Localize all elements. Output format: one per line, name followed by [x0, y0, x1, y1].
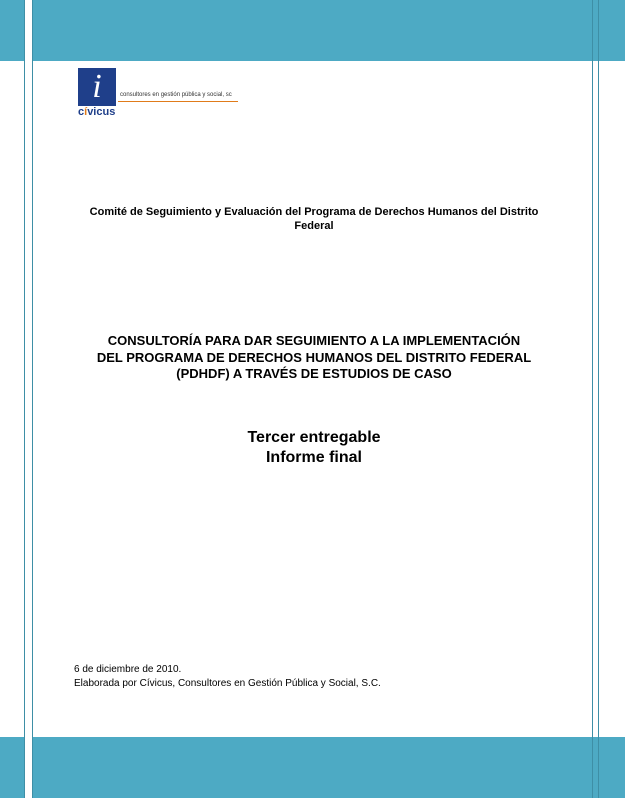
bottom-footer-band	[32, 737, 625, 798]
footer-author: Elaborada por Cívicus, Consultores en Gestión Pública y Social, S.C.	[74, 678, 381, 689]
logo-mark-icon: i	[78, 68, 116, 106]
logo-word-accent: í	[84, 106, 88, 118]
logo-wordmark	[78, 106, 115, 118]
committee-line-2: Federal	[294, 220, 334, 232]
committee-line-1: Comité de Seguimiento y Evaluación del Programa de Derechos Humanos del Distrito	[89, 206, 539, 218]
document-subtitle	[60, 428, 568, 468]
subtitle-line-1: Tercer entregable	[247, 429, 381, 446]
bottom-left-corner-band	[0, 737, 24, 798]
logo-tagline: consultores en gestión pública y social, sc	[120, 92, 232, 98]
top-left-corner-band	[0, 0, 24, 61]
document-footer	[74, 663, 554, 691]
right-inner-border-line	[592, 0, 593, 798]
document-title	[60, 333, 568, 383]
footer-date: 6 de diciembre de 2010.	[74, 664, 182, 675]
logo-word-suffix: vicus	[87, 106, 116, 118]
title-line-1: CONSULTORÍA PARA DAR SEGUIMIENTO A LA IMPLEMENTACIÓN	[107, 333, 521, 348]
logo-rule	[118, 101, 238, 102]
committee-heading	[70, 205, 558, 233]
top-header-band	[32, 0, 625, 61]
left-inner-border-line	[32, 0, 33, 798]
subtitle-line-2: Informe final	[265, 449, 362, 466]
title-line-3: (PDHDF) A TRAVÉS DE ESTUDIOS DE CASO	[176, 366, 452, 381]
civicus-logo	[78, 68, 243, 122]
title-line-2: DEL PROGRAMA DE DERECHOS HUMANOS DEL DISTRITO FEDERAL	[96, 349, 532, 365]
right-border-line	[598, 0, 599, 798]
logo-word-prefix: c	[78, 106, 85, 118]
left-border-line	[24, 0, 25, 798]
